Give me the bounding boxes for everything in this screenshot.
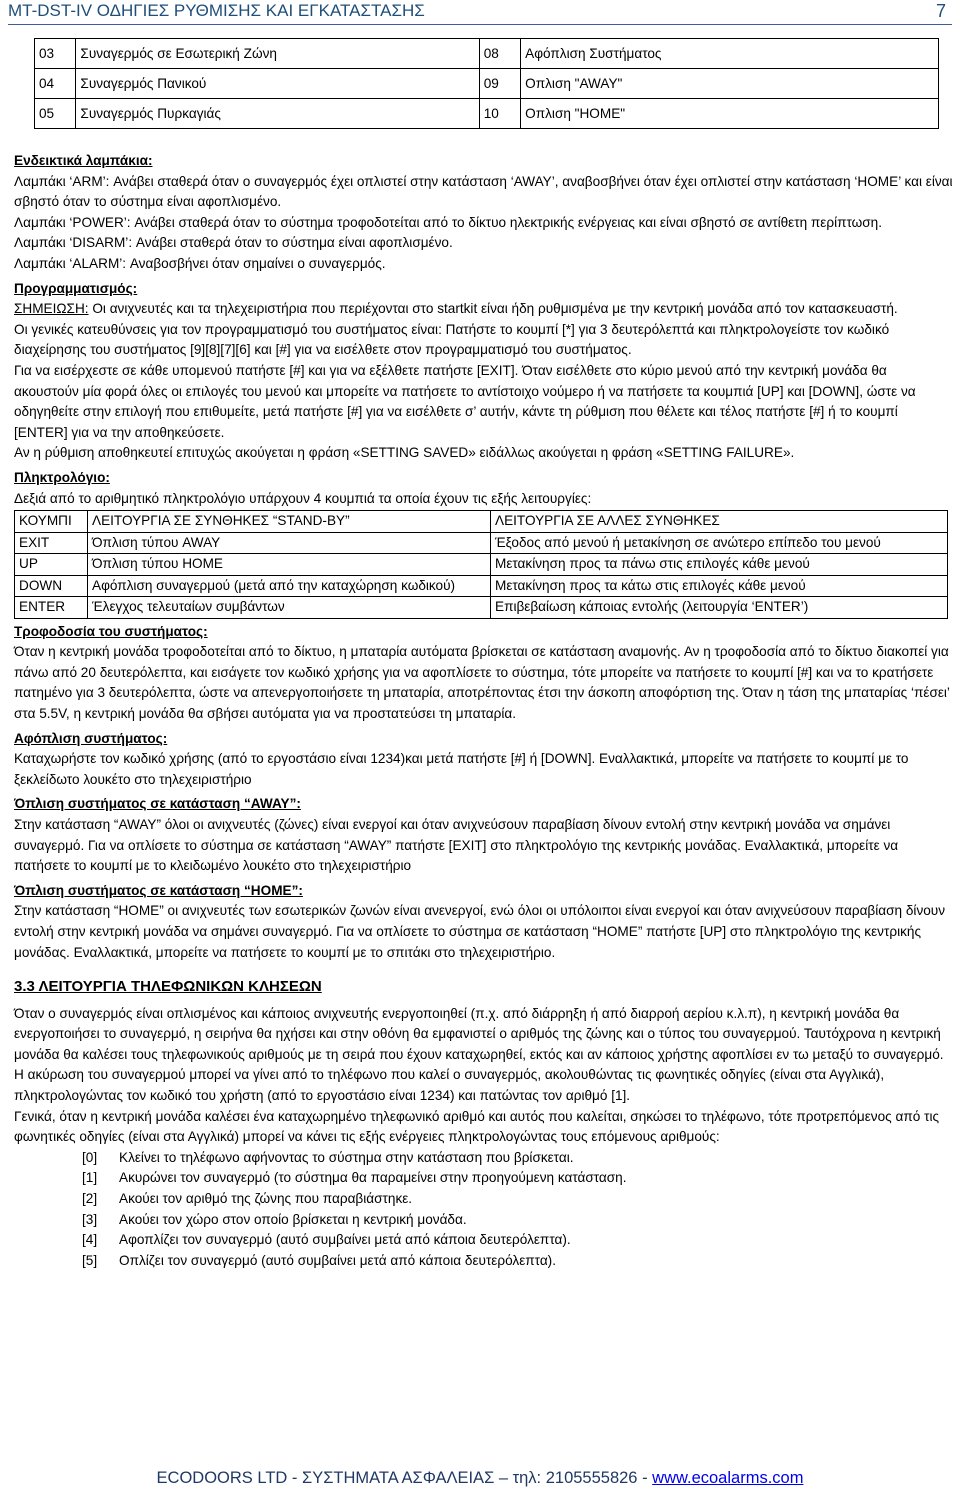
calls-paragraph-1: Όταν ο συναγερμός είναι οπλισμένος και κάποιος ανιχνευτής ενεργοποιηθεί (π.χ. από διάρρηξη ή από διαρροή αερίου κ.λ.π), η κεντρική μονάδα θα ενεργοποιήσει το συναγερμό, η σειρήνα θα ηχήσει και στην οθόνη θα εμφανιστεί ο αριθμός της ζώνης και ο τύπος του συναγερμού. Ταυτόχρονα η κεντρική μονάδα θα καλέσει τους τηλεφωνικούς αριθμούς με τη σειρά που έχουν καταχωρηθεί, εκτός και αν κάποιος χρήστης αφοπλίσει εν τω μεταξύ το συναγερμό. <box>14 1005 944 1062</box>
alarm-code: 04 <box>35 69 76 99</box>
standby-function: Όπλιση τύπου AWAY <box>88 532 491 554</box>
calls-paragraph-2: Η ακύρωση του συναγερμού μπορεί να γίνει από το τηλέφωνο που καλεί ο συναγερμός, ακολουθώντας τις φωνητικές οδηγίες (είναι στα Αγγλικά), πληκτρολογώντας τον κωδικό του χρήστη (από το εργοστάσιο είναι 1234) και πατώντας τον αριθμό [1]. <box>14 1067 885 1104</box>
power-supply-text: Όταν η κεντρική μονάδα τροφοδοτείται από το δίκτυο, η μπαταρία αυτόματα βρίσκεται σε κατάσταση αναμονής. Αν η τροφοδοσία από το δίκτυο διακοπεί για πάνω από 20 δευτερόλεπτα, και εισάγετε τον κωδικό χρήσης για να αφοπλίσετε το σύστημα, τότε μπορείτε να πατήσετε το κουμπί [#] και να το κρατήσετε πατημένο για 3 δευτερόλεπτα, ώστε να απενεργοποιήσετε τη μπαταρία, αποτρέποντας έτσι την άσκοπη αποφόρτιση της. Όταν η τάση της μπαταρίας ‘πέσει’ στα 5.5V, η κεντρική μονάδα θα σβήσει αυτόματα για να προστατεύσει τη μπαταρία. <box>14 644 950 721</box>
keypad-heading: Πληκτρολόγιο: <box>14 469 110 485</box>
alarm-code: 05 <box>35 99 76 129</box>
table-header-row <box>15 511 948 533</box>
programming-paragraph-1: Οι γενικές κατευθύνσεις για τον προγραμματισμό του συστήματος είναι: Πατήστε το κουμπί [*] για 3 δευτερόλεπτά και πληκτρολογείστε τον κωδικό διαχείρησης του συστήματος [9][8][7][6] και [#] για να εισέλθετε στον προγραμματισμό του συστήματος. <box>14 321 890 358</box>
programming-paragraph-2: Για να εισέρχεστε σε κάθε υπομενού πατήστε [#] και για να εξέλθετε πατήστε [EXIT]. Όταν εισέλθετε στο κύριο μενού από την κεντρική μονάδα θα ακουστούν μία φορά όλες οι επιλογές του μενού και μπορείτε να πατήσετε το αντίστοιχο νούμερο ή να πατήσετε τα κουμπιά [UP] και [DOWN], ώστε να οδηγηθείτε στην επιλογή που επιθυμείτε, μετά πατήστε [#] για να εισέλθετε σ’ αυτήν, κάντε τη ρύθμιση που θέλετε και τέλος πατήστε [#] ή το κουμπί [ENTER] για να την αποθηκεύσετε. <box>14 362 916 440</box>
led-arm-text: Λαμπάκι ‘ARM’: Ανάβει σταθερά όταν ο συναγερμός έχει οπλιστεί στην κατάσταση ‘AWAY’, αναβοσβήνει όταν έχει οπλιστεί στην κατάσταση ‘HOME’ και είναι σβηστό όταν το σύστημα είναι αφοπλισμένο. <box>14 173 953 210</box>
option-text: Κλείνει το τηλέφωνο αφήνοντας το σύστημα στην κατάσταση που βρίσκεται. <box>119 1149 574 1165</box>
list-item <box>82 1210 954 1231</box>
footer-text: ECODOORS LTD - ΣΥΣΤΗΜΑΤΑ ΑΣΦΑΛΕΙΑΣ – τηλ: 2105555826 - <box>156 1469 653 1487</box>
alarm-description: Οπλιση "HOME" <box>521 99 939 129</box>
page-footer <box>0 1469 960 1488</box>
arm-home-heading: Όπλιση συστήματος σε κατάσταση “HOME”: <box>14 882 303 898</box>
other-function: Μετακίνηση προς τα πάνω στις επιλογές κάθε μενού <box>491 554 948 576</box>
alarm-description: Αφόπλιση Συστήματος <box>521 39 939 69</box>
standby-function: Αφόπλιση συναγερμού (μετά από την καταχώρηση κωδικού) <box>88 575 491 597</box>
led-power-text: Λαμπάκι ‘POWER’: Ανάβει σταθερά όταν το σύστημα τροφοδοτείται από το δίκτυο ηλεκτρικής ενέργειας και είναι σβηστό σε αντίθετη περίπτωση. <box>14 214 883 230</box>
keypad-intro: Δεξιά από το αριθμητικό πληκτρολόγιο υπάρχουν 4 κουμπιά τα οποία έχουν τις εξής λειτουργίες: <box>14 490 592 506</box>
option-text: Ακούει τον χώρο στον οποίο βρίσκεται η κεντρική μονάδα. <box>119 1211 467 1227</box>
page-header <box>8 0 952 25</box>
programming-note <box>14 299 954 320</box>
page-number: 7 <box>935 1 946 21</box>
table-row <box>15 575 948 597</box>
option-text: Ακούει τον αριθμό της ζώνης που παραβιάστηκε. <box>119 1191 413 1207</box>
option-key: [1] <box>82 1170 98 1186</box>
note-label: ΣΗΜΕΙΩΣΗ: <box>14 301 89 317</box>
option-key: [5] <box>82 1252 98 1268</box>
arm-away-text: Στην κατάσταση “AWAY” όλοι οι ανιχνευτές (ζώνες) είναι ενεργοί και όταν ανιχνεύσουν παραβίαση δίνουν εντολή στην κεντρική μονάδα να σημάνει συναγερμό. Για να οπλίσετε το σύστημα σε κατάσταση “AWAY” πατήστε [EXIT] στο πληκτρολόγιο της κεντρικής μονάδας. Εναλλακτικά, μπορείτε να πατήσετε το κουμπί με το κλειδωμένο λουκέτο στο τηλεχειριστήριο <box>14 816 899 874</box>
table-row <box>15 597 948 619</box>
option-key: [0] <box>82 1149 98 1165</box>
document-body <box>14 151 954 1271</box>
phone-options-list <box>82 1148 954 1272</box>
option-text: Ακυρώνει τον συναγερμό (το σύστημα θα παραμείνει στην προηγούμενη κατάσταση. <box>119 1170 627 1186</box>
standby-function: Έλεγχος τελευταίων συμβάντων <box>88 597 491 619</box>
section-heading: 3.3 ΛΕΙΤΟΥΡΓΙΑ ΤΗΛΕΦΩΝΙΚΩΝ ΚΛΗΣΕΩΝ <box>14 978 322 996</box>
alarm-description: Συναγερμός σε Εσωτερική Ζώνη <box>76 39 479 69</box>
document-title: MT-DST-IV ΟΔΗΓΙΕΣ ΡΥΘΜΙΣΗΣ ΚΑΙ ΕΓΚΑΤΑΣΤΑΣΗΣ <box>8 1 425 20</box>
option-key: [2] <box>82 1191 98 1207</box>
option-key: [4] <box>82 1232 98 1248</box>
led-disarm-text: Λαμπάκι ‘DISARM’: Ανάβει σταθερά όταν το σύστημα είναι αφοπλισμένο. <box>14 235 453 251</box>
key-name: EXIT <box>15 532 88 554</box>
option-text: Αφοπλίζει τον συναγερμό (αυτό συμβαίνει μετά από κάποια δευτερόλεπτα). <box>119 1232 571 1248</box>
column-header: ΛΕΙΤΟΥΡΓΙΑ ΣΕ ΣΥΝΘΗΚΕΣ “STAND-BY” <box>88 511 491 533</box>
column-header: ΚΟΥΜΠΙ <box>15 511 88 533</box>
programming-paragraph-3: Αν η ρύθμιση αποθηκευτεί επιτυχώς ακούγεται η φράση «SETTING SAVED» ειδάλλως ακούγεται η φράση «SETTING FAILURE». <box>14 445 795 461</box>
alarm-description: Συναγερμός Πανικού <box>76 69 479 99</box>
other-function: Έξοδος από μενού ή μετακίνηση σε ανώτερο επίπεδο του μενού <box>491 532 948 554</box>
alarm-types-table <box>34 38 939 129</box>
website-link[interactable]: www.ecoalarms.com <box>652 1469 804 1487</box>
alarm-code: 08 <box>479 39 520 69</box>
list-item <box>82 1148 954 1169</box>
arm-away-heading: Όπλιση συστήματος σε κατάσταση “AWAY”: <box>14 796 301 812</box>
programming-heading: Προγραμματισμός: <box>14 280 138 296</box>
alarm-code: 09 <box>479 69 520 99</box>
option-key: [3] <box>82 1211 98 1227</box>
table-row <box>35 39 939 69</box>
other-function: Επιβεβαίωση κάποιας εντολής (λειτουργία ‘ENTER’) <box>491 597 948 619</box>
disarm-heading: Αφόπλιση συστήματος: <box>14 730 168 746</box>
column-header: ΛΕΙΤΟΥΡΓΙΑ ΣΕ ΑΛΛΕΣ ΣΥΝΘΗΚΕΣ <box>491 511 948 533</box>
key-name: UP <box>15 554 88 576</box>
key-name: DOWN <box>15 575 88 597</box>
standby-function: Όπλιση τύπου HOME <box>88 554 491 576</box>
leds-heading: Ενδεικτικά λαμπάκια: <box>14 153 153 168</box>
arm-home-text: Στην κατάσταση “HOME” οι ανιχνευτές των εσωτερικών ζωνών είναι ανενεργοί, ενώ όλοι οι υπόλοιποι είναι ενεργοί και όταν ανιχνεύσουν παραβίαση δίνουν εντολή στην κεντρική μονάδα να σημάνει συναγερμό. Για να οπλίσετε το σύστημα σε κατάσταση “HOME” πατήστε [UP] στο πληκτρολόγιο της κεντρικής μονάδας. Εναλλακτικά, μπορείτε να πατήσετε το κουμπί με το σπιτάκι στο τηλεχειριστήριο. <box>14 903 946 960</box>
led-alarm-text: Λαμπάκι ‘ALARM’: Αναβοσβήνει όταν σημαίνει ο συναγερμός. <box>14 255 386 271</box>
alarm-code: 10 <box>479 99 520 129</box>
option-text: Οπλίζει τον συναγερμό (αυτό συμβαίνει μετά από κάποια δευτερόλεπτα). <box>119 1252 556 1268</box>
alarm-code: 03 <box>35 39 76 69</box>
keypad-functions-table <box>14 510 948 619</box>
key-name: ENTER <box>15 597 88 619</box>
other-function: Μετακίνηση προς τα κάτω στις επιλογές κάθε μενού <box>491 575 948 597</box>
alarm-description: Συναγερμός Πυρκαγιάς <box>76 99 479 129</box>
table-row <box>35 99 939 129</box>
table-row <box>15 532 948 554</box>
list-item <box>82 1251 954 1272</box>
alarm-description: Οπλιση "AWAY" <box>521 69 939 99</box>
calls-paragraph-3: Γενικά, όταν η κεντρική μονάδα καλέσει ένα καταχωρημένο τηλεφωνικό αριθμό και αυτός που καλείται, σηκώσει το τηλέφωνο, τότε προτρεπόμενος από τις φωνητικές οδηγίες (είναι στα Αγγλικά) μπορεί να κάνει τις εξής ενέργειες πληκτρολογώντας τους επόμενους αριθμούς: <box>14 1108 940 1145</box>
power-supply-heading: Τροφοδοσία του συστήματος: <box>14 623 208 639</box>
table-row <box>15 554 948 576</box>
list-item <box>82 1168 954 1189</box>
table-row <box>35 69 939 99</box>
note-text: Οι ανιχνευτές και τα τηλεχειριστήρια που περιέχονται στο startkit είναι ήδη ρυθμισμένα με την κεντρική μονάδα από τον κατασκευαστή. <box>88 301 898 317</box>
list-item <box>82 1189 954 1210</box>
disarm-text: Καταχωρήστε τον κωδικό χρήσης (από το εργοστάσιο είναι 1234)και μετά πατήστε [#] ή [DOWN]. Εναλλακτικά, μπορείτε να πατήσετε το κουμπί με το ξεκλείδωτο λουκέτο στο τηλεχειριστήριο <box>14 751 909 787</box>
list-item <box>82 1230 954 1251</box>
